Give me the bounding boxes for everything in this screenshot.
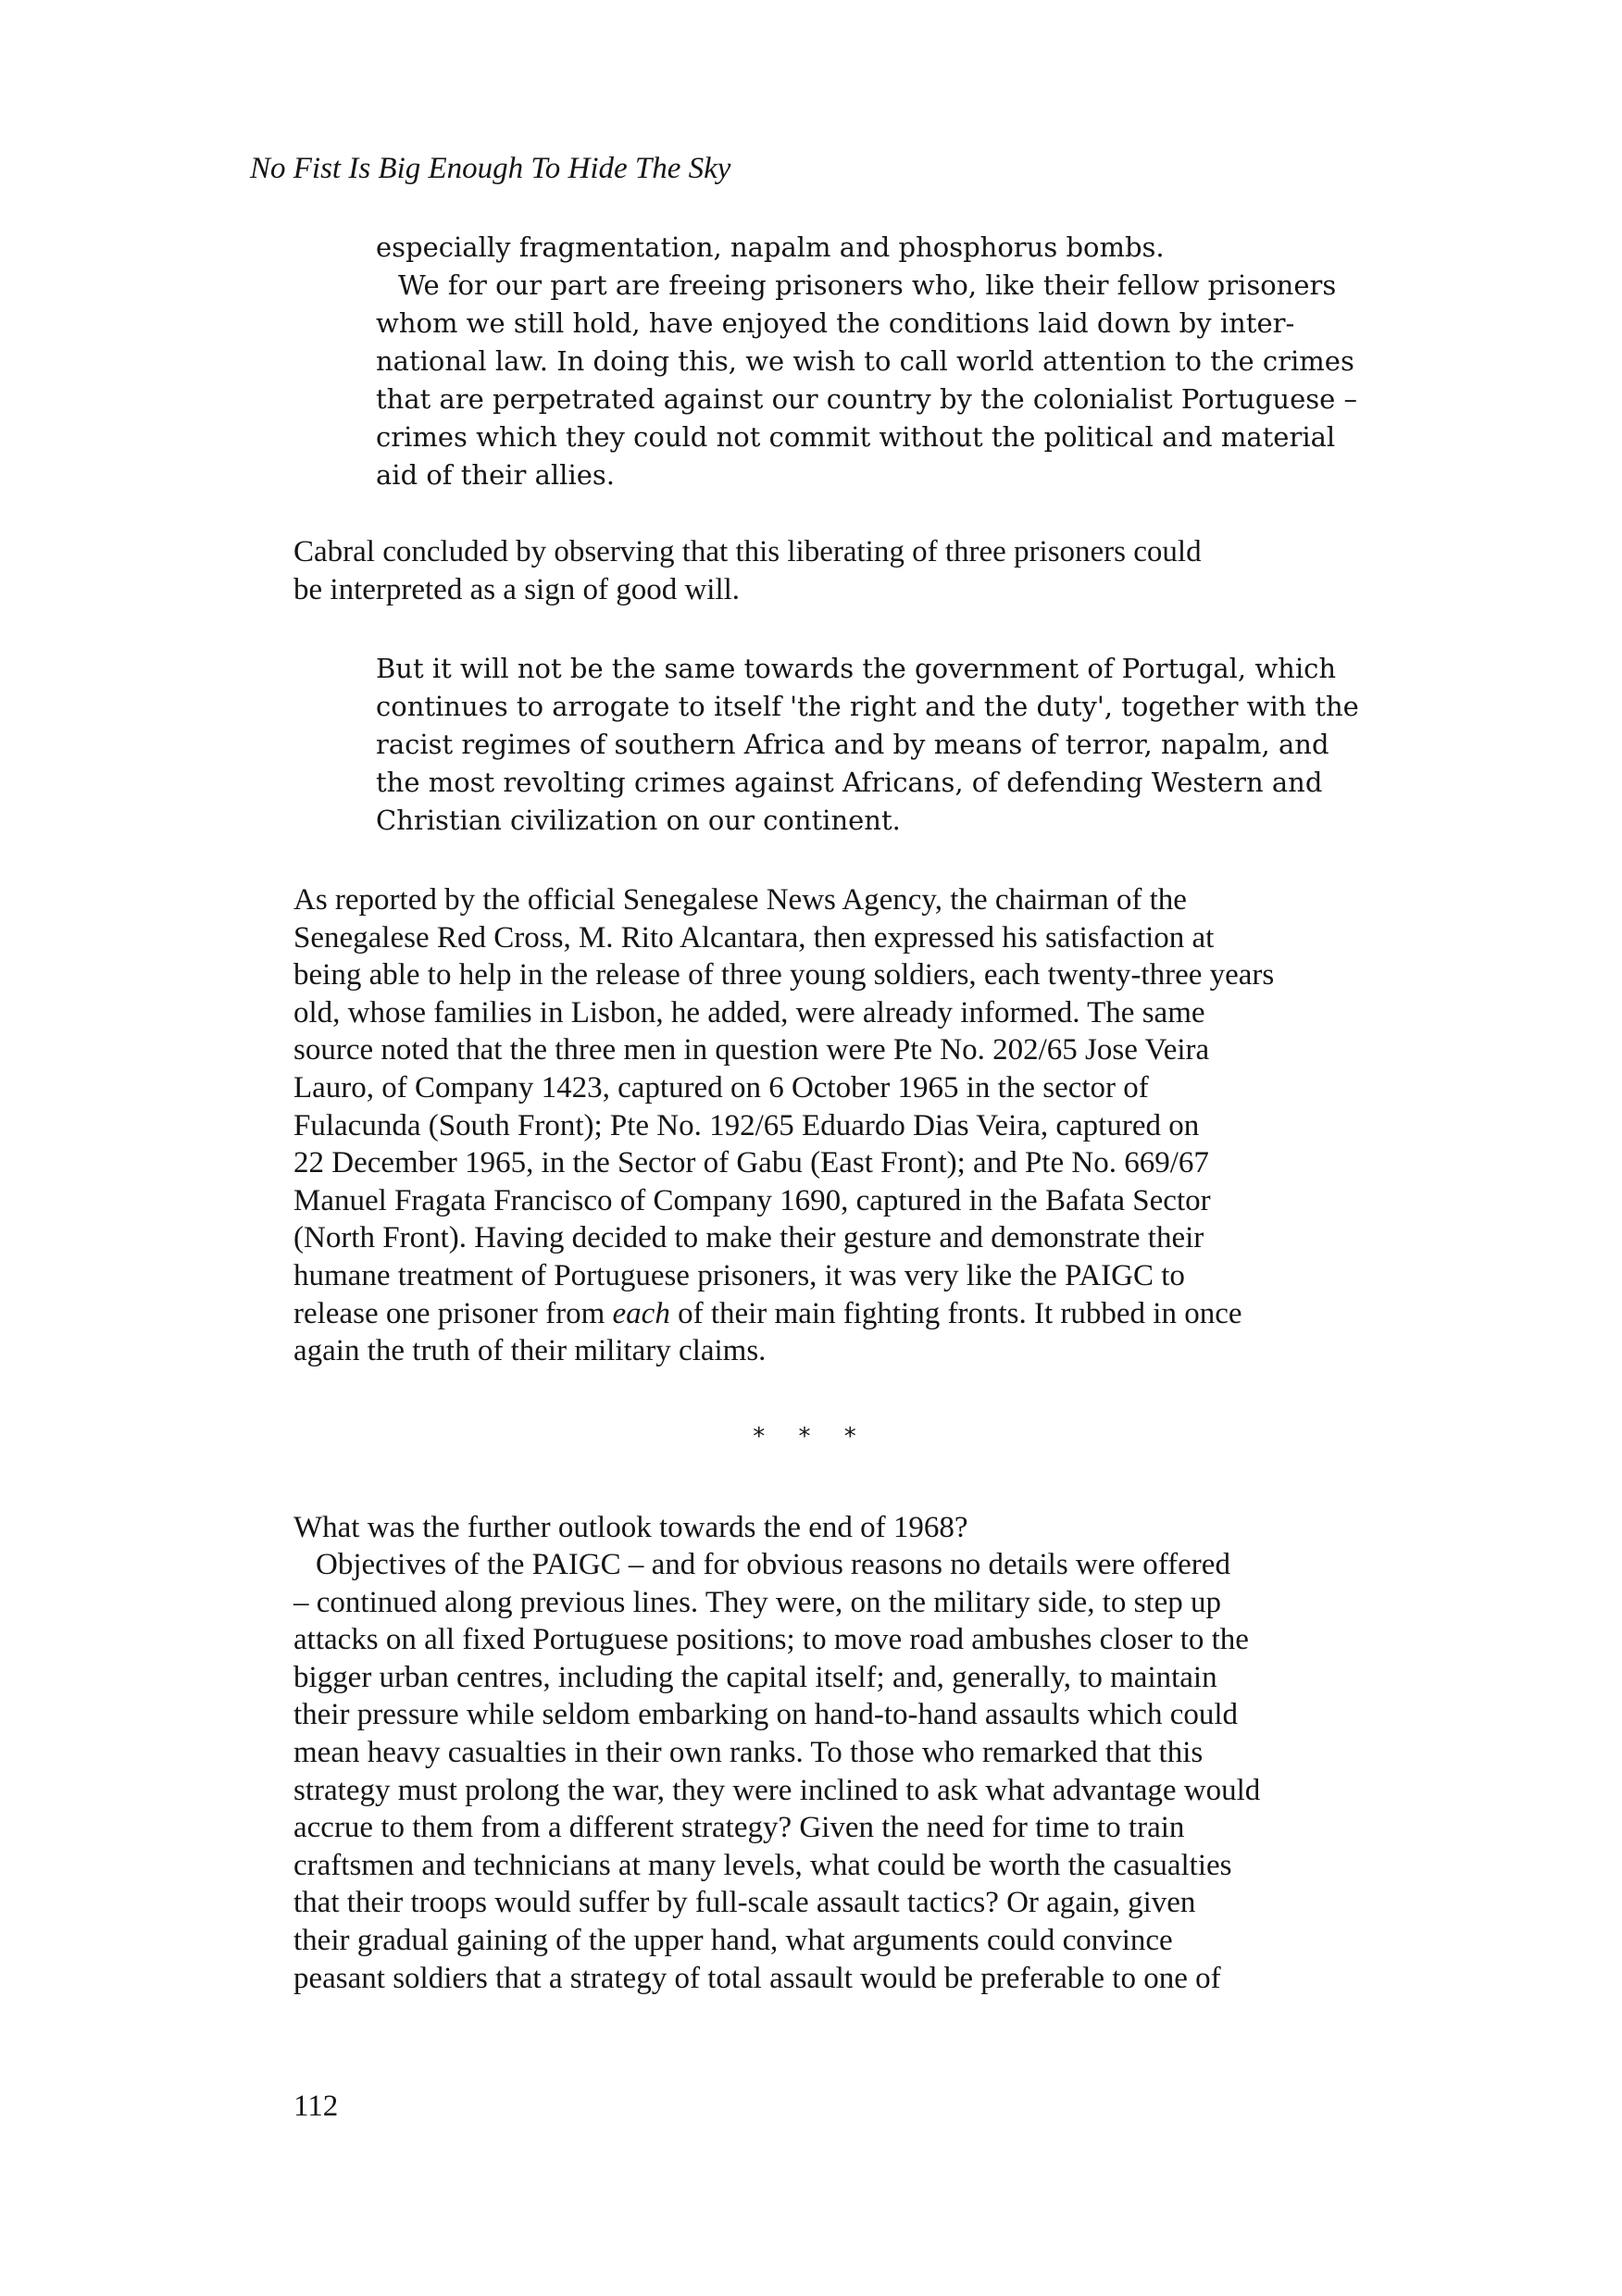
section-break-asterisks: * * * xyxy=(753,1423,869,1451)
text-line: be interpreted as a sign of good will. xyxy=(293,572,741,606)
text-line: strategy must prolong the war, they were inclined to ask what advantage would xyxy=(293,1773,1261,1807)
text-line: attacks on all fixed Portuguese positions; to move road ambushes closer to the xyxy=(293,1623,1249,1657)
text-line: As reported by the official Senegalese News Agency, the chairman of the xyxy=(293,883,1187,917)
text-line: whom we still hold, have enjoyed the conditions laid down by inter- xyxy=(376,307,1295,339)
text-line: old, whose families in Lisbon, he added, were already informed. The same xyxy=(293,995,1205,1029)
running-head: No Fist Is Big Enough To Hide The Sky xyxy=(250,152,731,185)
text-line: We for our part are freeing prisoners who, like their fellow prisoners xyxy=(398,269,1337,301)
paragraph-outlook-question xyxy=(293,1509,968,1547)
text-line: But it will not be the same towards the government of Portugal, which xyxy=(376,653,1337,684)
text-line: craftsmen and technicians at many levels, what could be worth the casualties xyxy=(293,1848,1232,1882)
text-run: of their main fighting fronts. It rubbed in once xyxy=(669,1296,1242,1330)
text-line: aid of their allies. xyxy=(376,459,615,491)
text-line: that are perpetrated against our country by the colonialist Portuguese – xyxy=(376,383,1358,415)
page-number: 112 xyxy=(293,2090,339,2123)
text-line: – continued along previous lines. They were, on the military side, to step up xyxy=(293,1585,1222,1619)
text-line: their pressure while seldom embarking on hand-to-hand assaults which could xyxy=(293,1698,1239,1732)
text-line: crimes which they could not commit without the political and material xyxy=(376,421,1336,453)
text-line: Cabral concluded by observing that this liberating of three prisoners could xyxy=(293,535,1202,568)
text-line: bigger urban centres, including the capital itself; and, generally, to maintain xyxy=(293,1660,1217,1694)
text-line: Senegalese Red Cross, M. Rito Alcantara, then expressed his satisfaction at xyxy=(293,920,1215,955)
text-line: especially fragmentation, napalm and phosphorus bombs. xyxy=(376,231,1165,263)
text-line: again the truth of their military claims. xyxy=(293,1334,767,1368)
text-line: (North Front). Having decided to make their gesture and demonstrate their xyxy=(293,1221,1204,1255)
text-line: 22 December 1965, in the Sector of Gabu (East Front); and Pte No. 669/67 xyxy=(293,1146,1209,1180)
text-line: accrue to them from a different strategy? Given the need for time to train xyxy=(293,1811,1185,1845)
text-line: source noted that the three men in question were Pte No. 202/65 Jose Veira xyxy=(293,1033,1210,1067)
emphasis-each: each xyxy=(612,1296,670,1330)
text-line: peasant soldiers that a strategy of total assault would be preferable to one of xyxy=(293,1961,1221,1995)
text-line: national law. In doing this, we wish to call world attention to the crimes xyxy=(376,345,1354,377)
text-line: Lauro, of Company 1423, captured on 6 October 1965 in the sector of xyxy=(293,1070,1149,1104)
text-line: Christian civilization on our continent. xyxy=(376,805,901,836)
text-line: What was the further outlook towards the end of 1968? xyxy=(293,1511,968,1544)
text-line: humane treatment of Portuguese prisoners, it was very like the PAIGC to xyxy=(293,1258,1185,1292)
block-quote-prisoners xyxy=(376,229,1357,494)
text-line: Manuel Fragata Francisco of Company 1690, captured in the Bafata Sector xyxy=(293,1183,1211,1217)
text-line: their gradual gaining of the upper hand, what arguments could convince xyxy=(293,1923,1173,1957)
text-run: release one prisoner from xyxy=(293,1296,613,1330)
text-line: Fulacunda (South Front); Pte No. 192/65 Eduardo Dias Veira, captured on xyxy=(293,1108,1200,1142)
text-line: Objectives of the PAIGC – and for obvious reasons no details were offered xyxy=(316,1548,1230,1581)
text-line: racist regimes of southern Africa and by means of terror, napalm, and xyxy=(376,729,1329,760)
text-line: continues to arrogate to itself 'the right and the duty', together with the xyxy=(376,691,1359,722)
text-line: mean heavy casualties in their own ranks. To those who remarked that this xyxy=(293,1735,1204,1769)
block-quote-portugal xyxy=(376,650,1359,840)
paragraph-news-agency-report xyxy=(293,881,1274,1370)
paragraph-cabral-conclusion xyxy=(293,533,1202,608)
text-line: the most revolting crimes against Africans, of defending Western and xyxy=(376,767,1323,798)
text-line xyxy=(293,1295,1274,1333)
text-line: that their troops would suffer by full-scale assault tactics? Or again, given xyxy=(293,1886,1196,1920)
text-line: being able to help in the release of three young soldiers, each twenty-three years xyxy=(293,958,1275,992)
paragraph-paigc-objectives xyxy=(293,1546,1260,1997)
